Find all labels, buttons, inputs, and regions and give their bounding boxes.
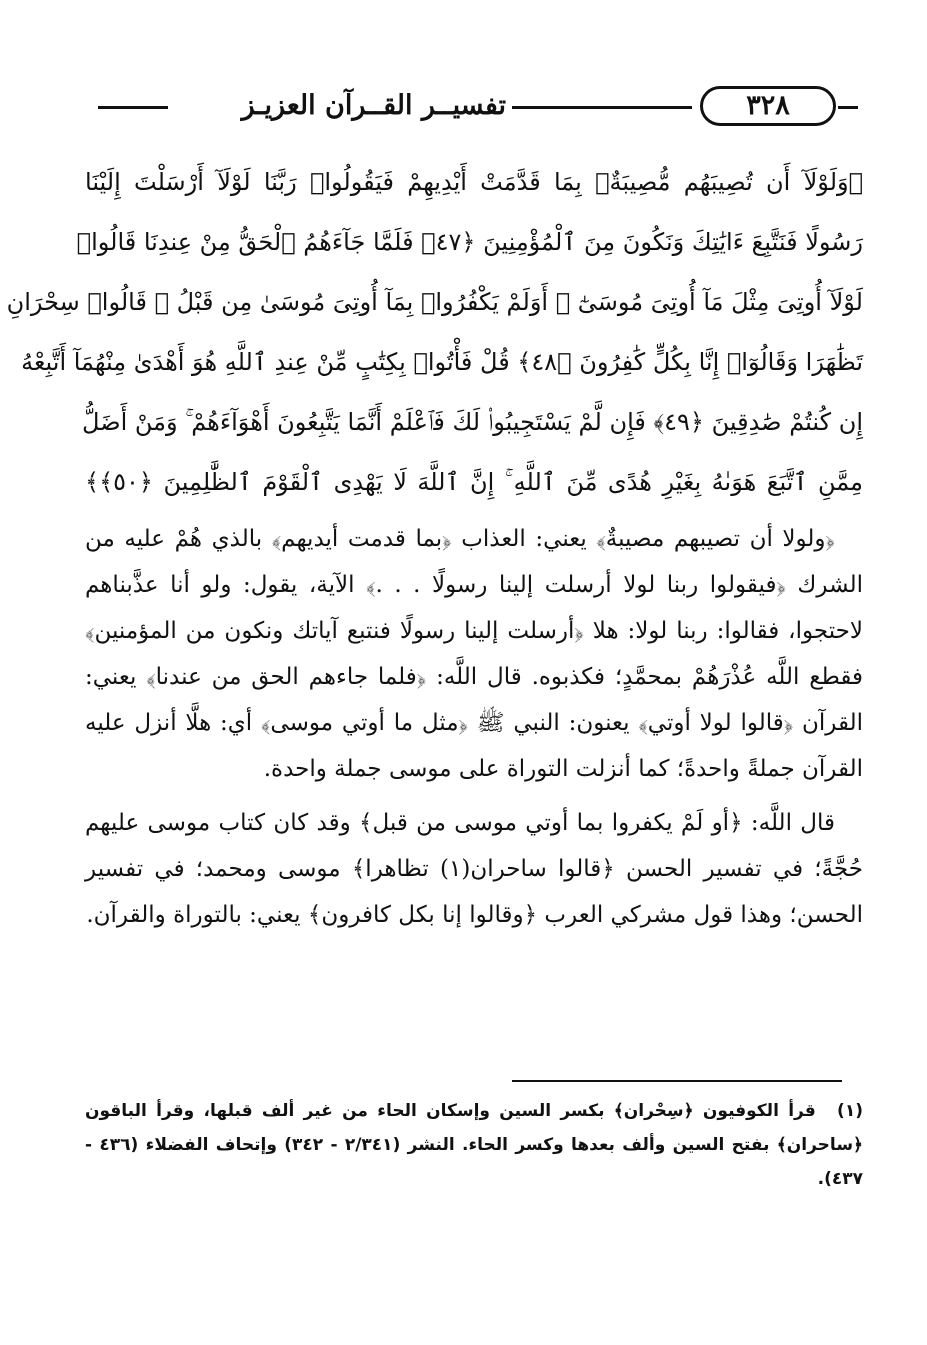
verse-line: تَظَٰهَرَا وَقَالُوٓا۟ إِنَّا بِكُلٍّ كَٰفِرُونَ ﴿٤٨﴾ قُلْ فَأْتُوا۟ بِكِتَٰبٍ مِّنْ عِندِ ٱللَّهِ هُوَ أَهْدَىٰ مِنْهُمَآ أَتَّبِعْهُ: [21, 348, 863, 376]
footnote-marker: (١): [837, 1101, 863, 1121]
page-header: [98, 82, 858, 132]
footnote: [85, 1094, 863, 1196]
quran-verses: [6, 152, 863, 512]
header-rule: [98, 106, 168, 109]
commentary-paragraph: قال اللَّه: ﴿أو لَمْ يكفروا بما أوتي موسى من قبل﴾ وقد كان كتاب موسى عليهم حُجَّةً؛ في تفسير الحسن ﴿قالوا ساحران(١) تظاهرا﴾ موسى ومحمد؛ في تفسير الحسن؛ وهذا قول مشركي العرب ﴿وقالوا إنا بكل كافرون﴾ يعني: بالتوراة والقرآن.: [85, 810, 863, 928]
verse-line: لَوْلَآ أُوتِىَ مِثْلَ مَآ أُوتِىَ مُوسَىٰٓ ۚ أَوَلَمْ يَكْفُرُوا۟ بِمَآ أُوتِىَ مُوسَىٰ مِن قَبْلُ ۖ قَالُوا۟ سِحْرَانِ: [6, 288, 863, 316]
verse-line: إِن كُنتُمْ صَٰدِقِينَ ﴿٤٩﴾ فَإِن لَّمْ يَسْتَجِيبُوا۟ لَكَ فَٱعْلَمْ أَنَّمَا يَتَّبِعُونَ أَهْوَآءَهُمْ ۚ وَمَنْ أَضَلُّ: [82, 408, 863, 436]
verse-line: ﴿وَلَوْلَآ أَن تُصِيبَهُم مُّصِيبَةٌۢ بِمَا قَدَّمَتْ أَيْدِيهِمْ فَيَقُولُوا۟ رَبَّنَا لَوْلَآ أَرْسَلْتَ إِلَيْنَا: [85, 168, 863, 196]
footnote-text: قرأ الكوفيون ﴿سِحْران﴾ بكسر السين وإسكان الحاء من غير ألف قبلها، وقرأ الباقون ﴿ساحران﴾ بفتح السين وألف بعدها وكسر الحاء. النشر (٢/٣٤١ - ٣٤٢) وإتحاف الفضلاء (٤٣٦ - ٤٣٧).: [85, 1101, 863, 1189]
commentary: [85, 516, 863, 946]
running-title: تفسيــر القــرآن العزيـز: [241, 90, 506, 121]
header-rule: [512, 106, 692, 109]
commentary-paragraph: ﴿ولولا أن تصيبهم مصيبةٌ﴾ يعني: العذاب ﴿بما قدمت أيديهم﴾ بالذي هُمْ عليه من الشرك ﴿فيقولوا ربنا لولا أرسلت إلينا رسولًا . . .﴾ الآية، يقول: ولو أنا عذَّبناهم لاحتجوا، فقالوا: ربنا لولا: هلا ﴿أرسلت إلينا رسولًا فنتبع آياتك ونكون من المؤمنين﴾ فقطع اللَّه عُذْرَهُمْ بمحمَّدٍ؛ فكذبوه. قال اللَّه: ﴿فلما جاءهم الحق من عندنا﴾ يعني: القرآن ﴿قالوا لولا أوتي﴾ يعنون: النبي ﷺ ﴿مثل ما أوتي موسى﴾ أي: هلَّا أنزل عليه القرآن جملةً واحدةً؛ كما أنزلت التوراة على موسى جملة واحدة.: [85, 526, 863, 782]
verse-line: رَسُولًا فَنَتَّبِعَ ءَايَٰتِكَ وَنَكُونَ مِنَ ٱلْمُؤْمِنِينَ ﴿٤٧﴾ فَلَمَّا جَآءَهُمُ ٱلْحَقُّ مِنْ عِندِنَا قَالُوا۟: [76, 228, 863, 256]
verse-line: مِمَّنِ ٱتَّبَعَ هَوَىٰهُ بِغَيْرِ هُدًى مِّنَ ٱللَّهِ ۚ إِنَّ ٱللَّهَ لَا يَهْدِى ٱلْقَوْمَ ٱلظَّٰلِمِينَ ﴿٥٠﴾﴾: [85, 468, 863, 496]
footnote-rule: [512, 1080, 842, 1082]
page-number: ٣٢٨: [700, 86, 836, 126]
header-rule: [838, 106, 858, 109]
